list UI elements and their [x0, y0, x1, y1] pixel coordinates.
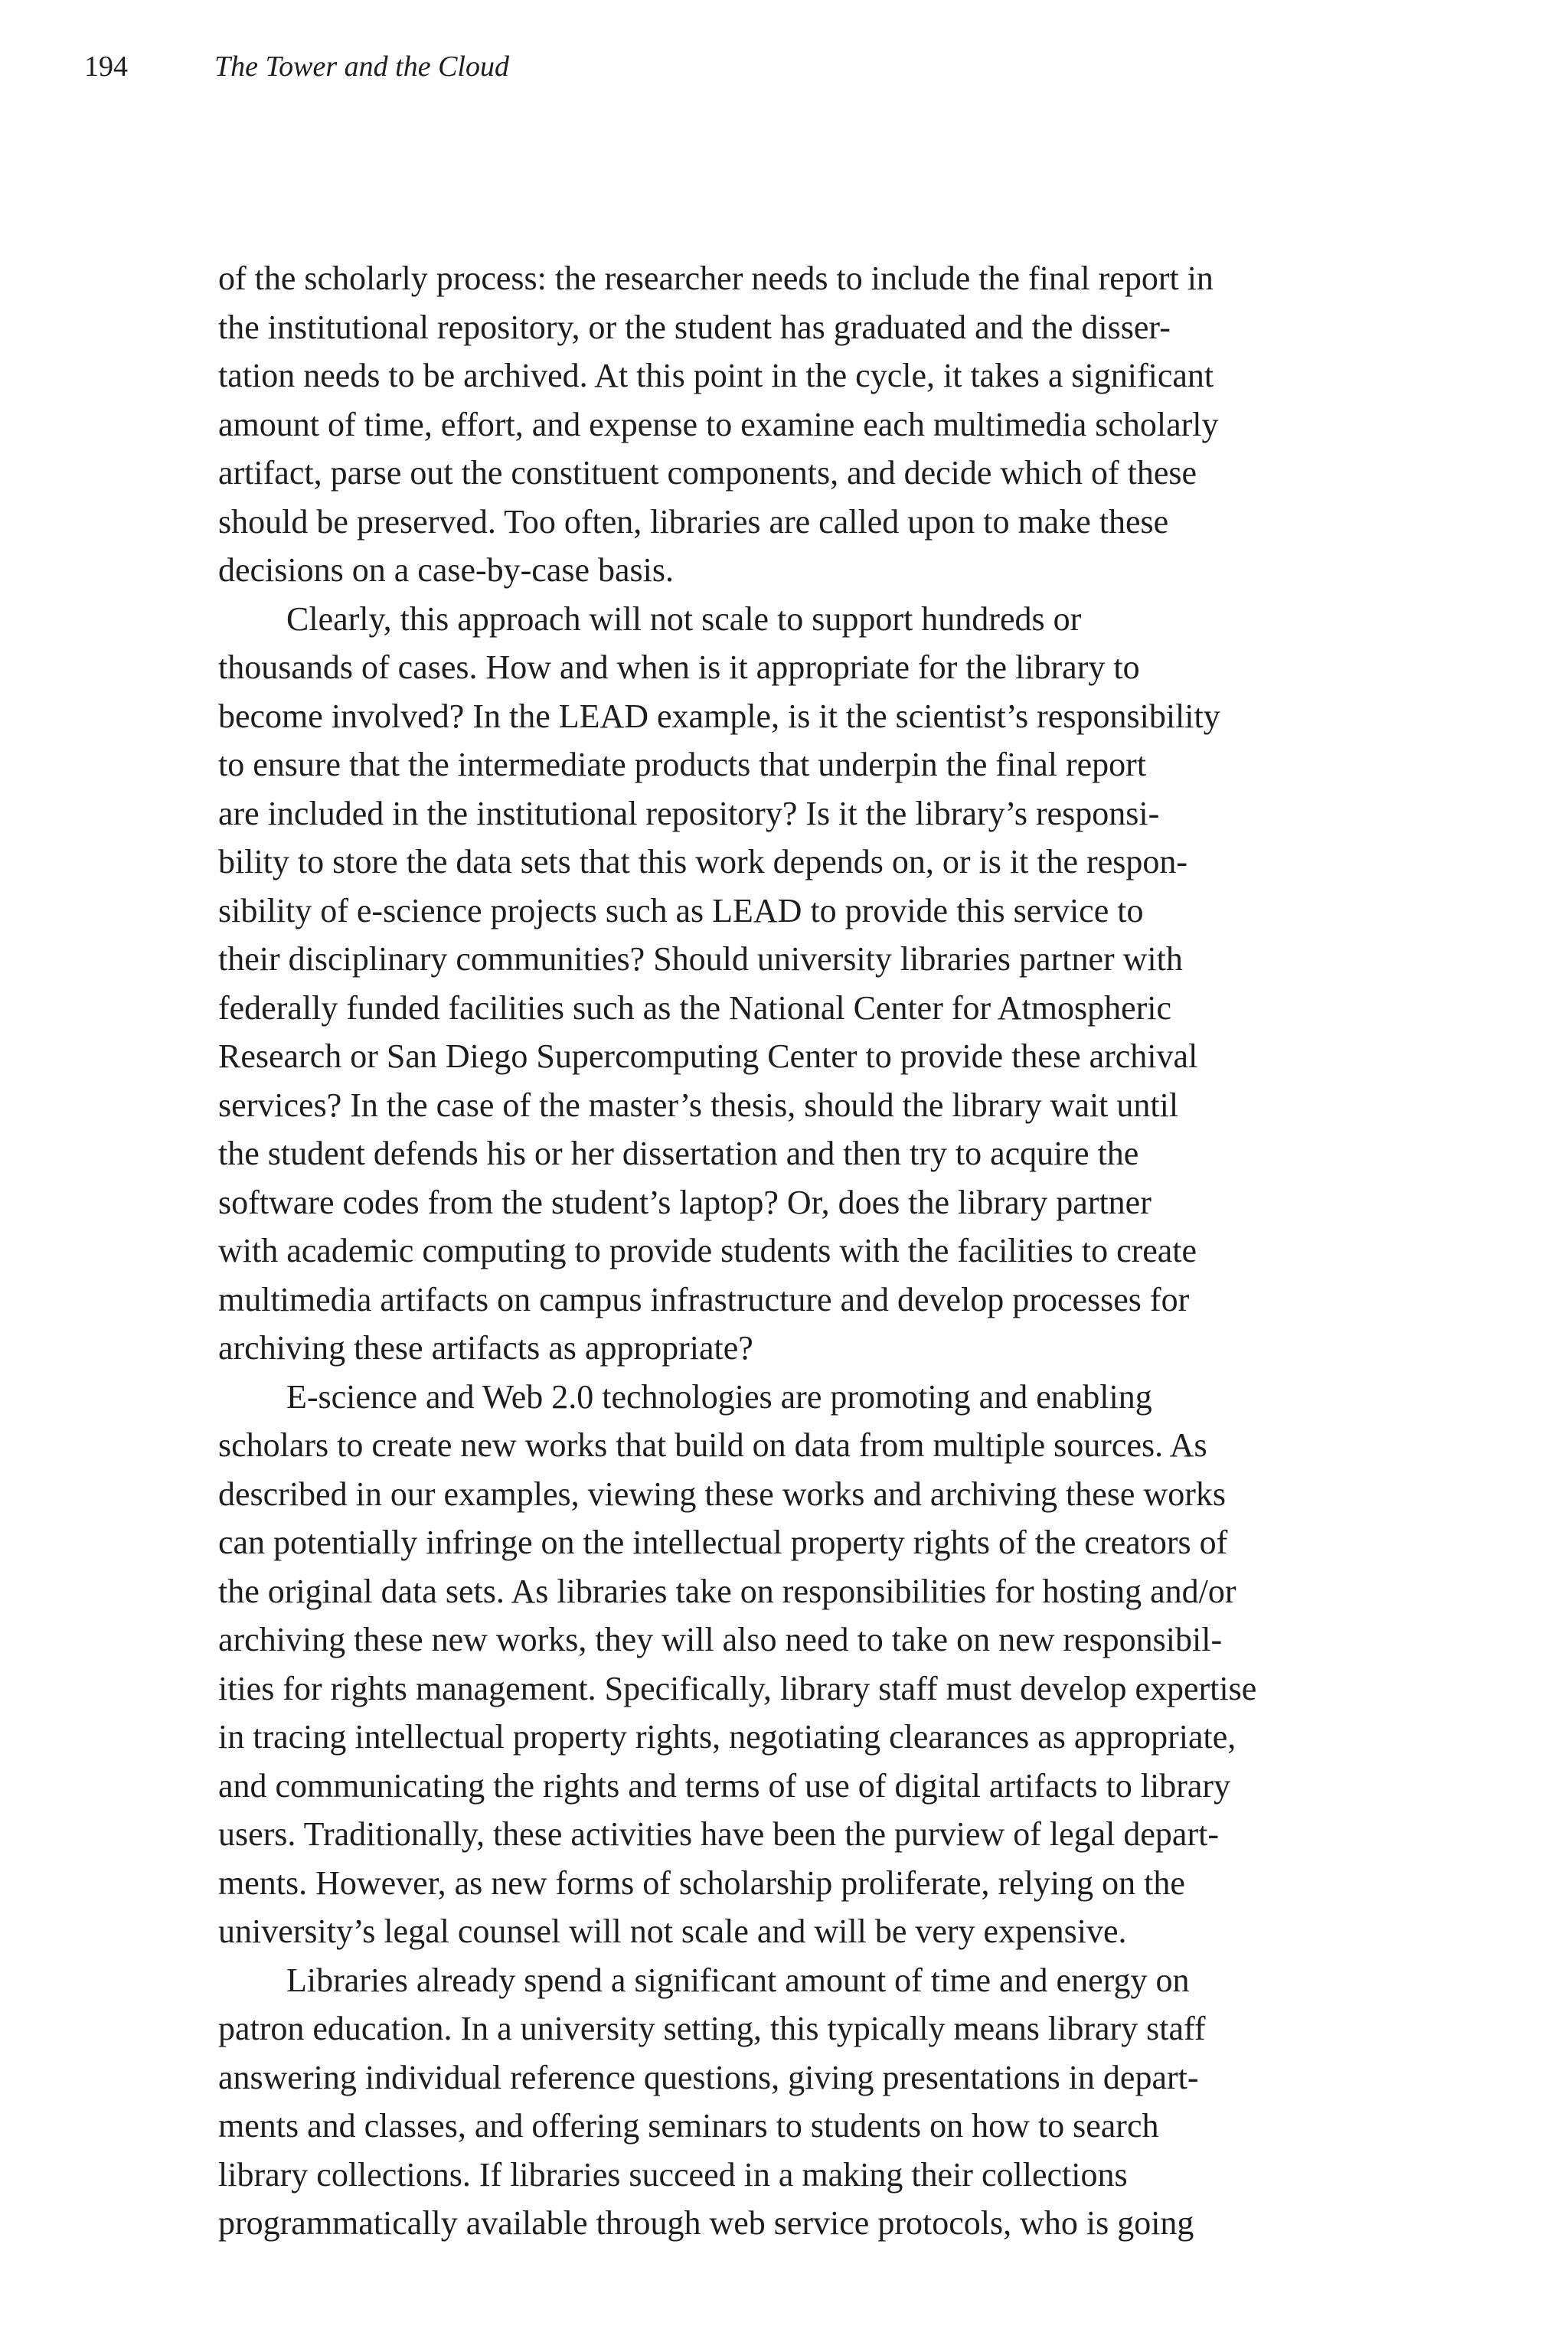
- text-line: to ensure that the intermediate products that underpin the final report: [218, 746, 1147, 783]
- paragraph: [218, 1956, 1367, 2248]
- paragraph: [218, 1373, 1367, 1956]
- running-head: [84, 47, 509, 86]
- text-line: amount of time, effort, and expense to examine each multimedia scholarly: [218, 405, 1219, 443]
- text-line: of the scholarly process: the researcher needs to include the final report in: [218, 260, 1214, 297]
- text-line: multimedia artifacts on campus infrastructure and develop processes for: [218, 1280, 1190, 1318]
- text-line: decisions on a case-by-case basis.: [218, 551, 675, 589]
- body-text: [218, 254, 1367, 2248]
- text-line: and communicating the rights and terms of use of digital artifacts to library: [218, 1766, 1231, 1805]
- book-title: The Tower and the Cloud: [214, 51, 509, 83]
- text-line: should be preserved. Too often, libraries are called upon to make these: [218, 502, 1169, 541]
- paragraph: [218, 595, 1367, 1373]
- text-line: answering individual reference questions, giving presentations in depart-: [218, 2058, 1199, 2096]
- text-line: with academic computing to provide students with the facilities to create: [218, 1232, 1197, 1269]
- text-line: library collections. If libraries succeed in a making their collections: [218, 2155, 1128, 2194]
- text-line: the student defends his or her dissertation and then try to acquire the: [218, 1135, 1139, 1172]
- text-line: Research or San Diego Supercomputing Center to provide these archival: [218, 1037, 1198, 1075]
- text-line: sibility of e-science projects such as LEAD to provide this service to: [218, 891, 1144, 929]
- text-line: Libraries already spend a significant amount of time and energy on: [286, 1961, 1190, 1999]
- text-line: services? In the case of the master’s thesis, should the library wait until: [218, 1086, 1179, 1124]
- text-line: can potentially infringe on the intellectual property rights of the creators of: [218, 1524, 1228, 1561]
- text-line: patron education. In a university setting, this typically means library staff: [218, 2010, 1206, 2047]
- text-line: E-science and Web 2.0 technologies are promoting and enabling: [286, 1377, 1152, 1416]
- text-line: ities for rights management. Specifically, library staff must develop expertise: [218, 1669, 1257, 1707]
- text-line: thousands of cases. How and when is it appropriate for the library to: [218, 648, 1140, 686]
- text-line: users. Traditionally, these activities have been the purview of legal depart-: [218, 1815, 1219, 1853]
- text-line: become involved? In the LEAD example, is it the scientist’s responsibility: [218, 697, 1220, 735]
- text-line: their disciplinary communities? Should university libraries partner with: [218, 940, 1183, 978]
- text-line: artifact, parse out the constituent components, and decide which of these: [218, 454, 1197, 492]
- text-line: the institutional repository, or the student has graduated and the disser-: [218, 308, 1171, 346]
- text-line: are included in the institutional repository? Is it the library’s responsi-: [218, 794, 1160, 832]
- paragraph: [218, 254, 1367, 595]
- text-line: software codes from the student’s laptop? Or, does the library partner: [218, 1183, 1152, 1221]
- text-line: described in our examples, viewing these works and archiving these works: [218, 1475, 1226, 1513]
- text-line: university’s legal counsel will not scale and will be very expensive.: [218, 1913, 1127, 1950]
- text-line: scholars to create new works that build on data from multiple sources. As: [218, 1426, 1207, 1464]
- text-line: archiving these new works, they will also need to take on new responsibil-: [218, 1621, 1223, 1658]
- text-line: ments. However, as new forms of scholarship proliferate, relying on the: [218, 1864, 1185, 1902]
- text-line: tation needs to be archived. At this point in the cycle, it takes a significant: [218, 357, 1214, 394]
- text-line: programmatically available through web service protocols, who is going: [218, 2204, 1194, 2242]
- text-line: archiving these artifacts as appropriate?: [218, 1329, 753, 1367]
- page-number: 194: [84, 51, 128, 83]
- text-line: federally funded facilities such as the National Center for Atmospheric: [218, 988, 1172, 1027]
- text-line: bility to store the data sets that this work depends on, or is it the respon-: [218, 843, 1188, 880]
- text-line: Clearly, this approach will not scale to support hundreds or: [286, 599, 1082, 638]
- text-line: ments and classes, and offering seminars to students on how to search: [218, 2107, 1159, 2145]
- text-line: the original data sets. As libraries take on responsibilities for hosting and/or: [218, 1572, 1236, 1610]
- text-line: in tracing intellectual property rights, negotiating clearances as appropriate,: [218, 1718, 1236, 1756]
